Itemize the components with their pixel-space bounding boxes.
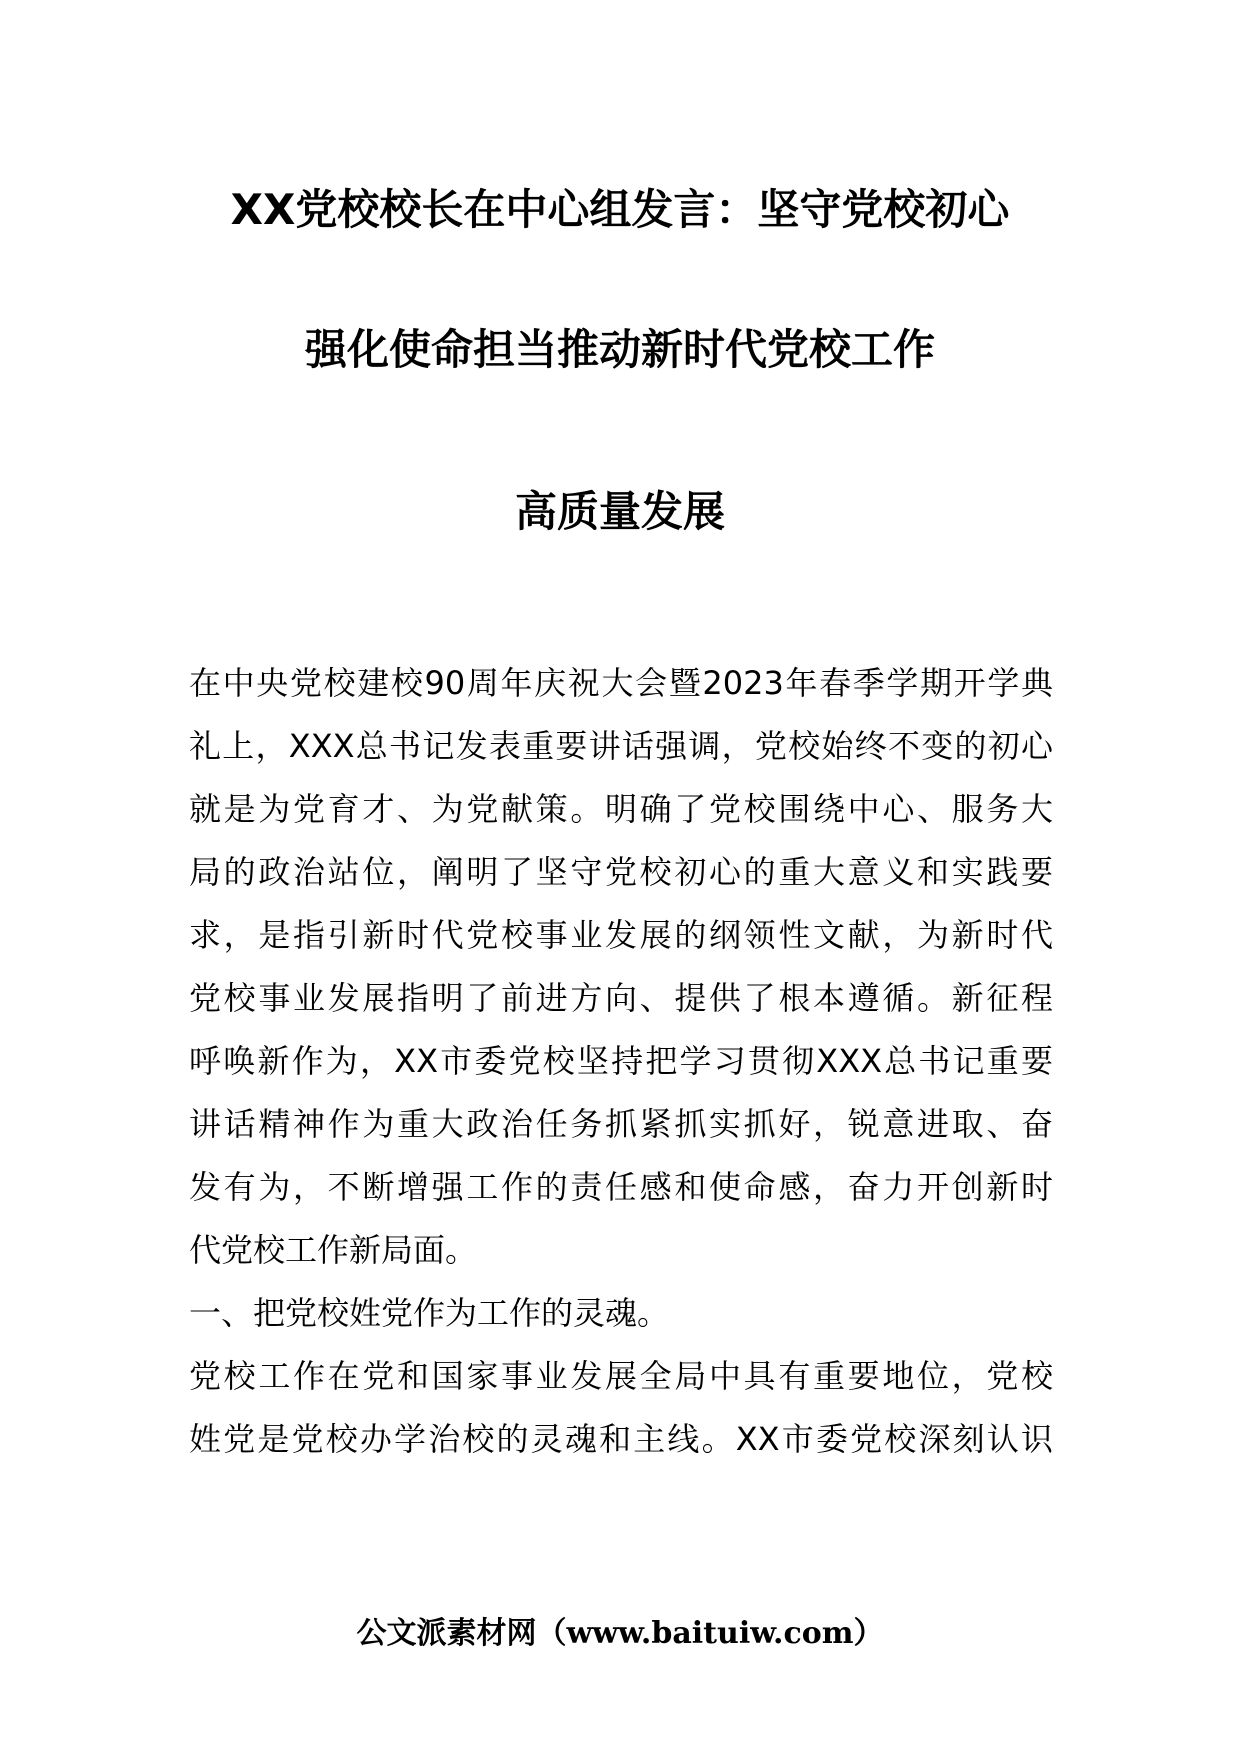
title-line-1: XX党校校长在中心组发言：坚守党校初心 (230, 185, 1010, 234)
body-line: 发有为，不断增强工作的责任感和使命感，奋力开创新时 (189, 1168, 1053, 1206)
title-line-3: 高质量发展 (514, 487, 725, 536)
body-line: 党校工作在党和国家事业发展全局中具有重要地位，党校 (189, 1357, 1053, 1395)
body-line: 讲话精神作为重大政治任务抓紧抓实抓好，锐意进取、奋 (189, 1105, 1053, 1143)
body-line: 局的政治站位，阐明了坚守党校初心的重大意义和实践要 (189, 853, 1053, 891)
body-line: 就是为党育才、为党献策。明确了党校围绕中心、服务大 (189, 790, 1053, 828)
body-line: 代党校工作新局面。 (189, 1231, 478, 1269)
title-line-2: 强化使命担当推动新时代党校工作 (304, 325, 935, 374)
body-line: 在中央党校建校90周年庆祝大会暨2023年春季学期开学典 (189, 664, 1053, 702)
body-line: 姓党是党校办学治校的灵魂和主线。XX市委党校深刻认识 (189, 1420, 1053, 1458)
body-line: 呼唤新作为，XX市委党校坚持把学习贯彻XXX总书记重要 (189, 1042, 1053, 1080)
footer-watermark-text: 公文派素材网（www.baituiw.com） (356, 1616, 884, 1651)
body-line: 党校事业发展指明了前进方向、提供了根本遵循。新征程 (189, 979, 1053, 1017)
section-heading: 一、把党校姓党作为工作的灵魂。 (189, 1294, 670, 1332)
body-line: 求，是指引新时代党校事业发展的纲领性文献，为新时代 (189, 916, 1053, 954)
body-line: 礼上，XXX总书记发表重要讲话强调，党校始终不变的初心 (189, 727, 1053, 765)
